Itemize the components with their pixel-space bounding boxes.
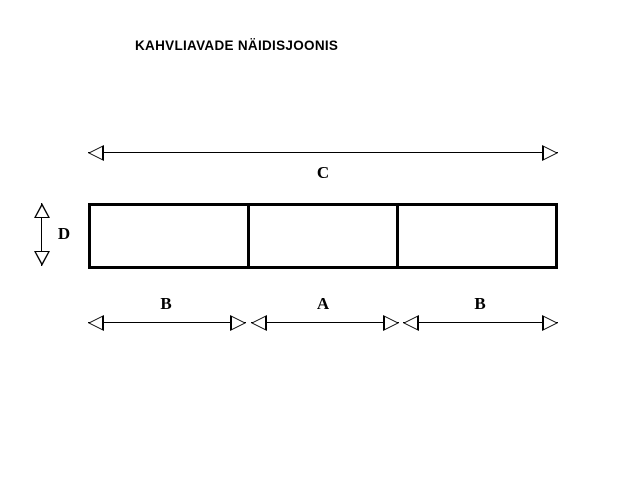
dimension-line-overall-width — [88, 145, 558, 161]
arrow-up-icon — [34, 203, 50, 218]
arrow-right-icon — [383, 315, 399, 331]
dimension-line-shaft — [251, 322, 399, 323]
arrow-left-icon — [251, 315, 267, 331]
arrow-right-icon — [542, 145, 558, 161]
arrow-down-icon — [34, 251, 50, 266]
dimension-line-height — [34, 203, 50, 266]
dimension-line-shaft — [403, 322, 558, 323]
opening-right — [399, 206, 555, 266]
arrow-right-icon — [542, 315, 558, 331]
dimension-label-overall-width: C — [316, 163, 330, 182]
dimension-line-shaft — [88, 152, 558, 153]
dimension-line-shaft — [88, 322, 246, 323]
opening-center — [247, 206, 399, 266]
diagram-title: KAHVLIAVADE NÄIDISJOONIS — [135, 38, 339, 53]
dimension-label-center: A — [316, 294, 330, 313]
opening-left — [91, 206, 247, 266]
arrow-right-icon — [230, 315, 246, 331]
dimension-label-outer-left: B — [160, 294, 172, 313]
dimension-line-center — [251, 315, 399, 331]
fork-openings-outline — [88, 203, 558, 269]
dimension-line-outer-left — [88, 315, 246, 331]
dimension-label-outer-right: B — [474, 294, 486, 313]
dimension-label-height: D — [57, 224, 71, 243]
arrow-left-icon — [88, 315, 104, 331]
arrow-left-icon — [403, 315, 419, 331]
arrow-left-icon — [88, 145, 104, 161]
dimension-line-outer-right — [403, 315, 558, 331]
